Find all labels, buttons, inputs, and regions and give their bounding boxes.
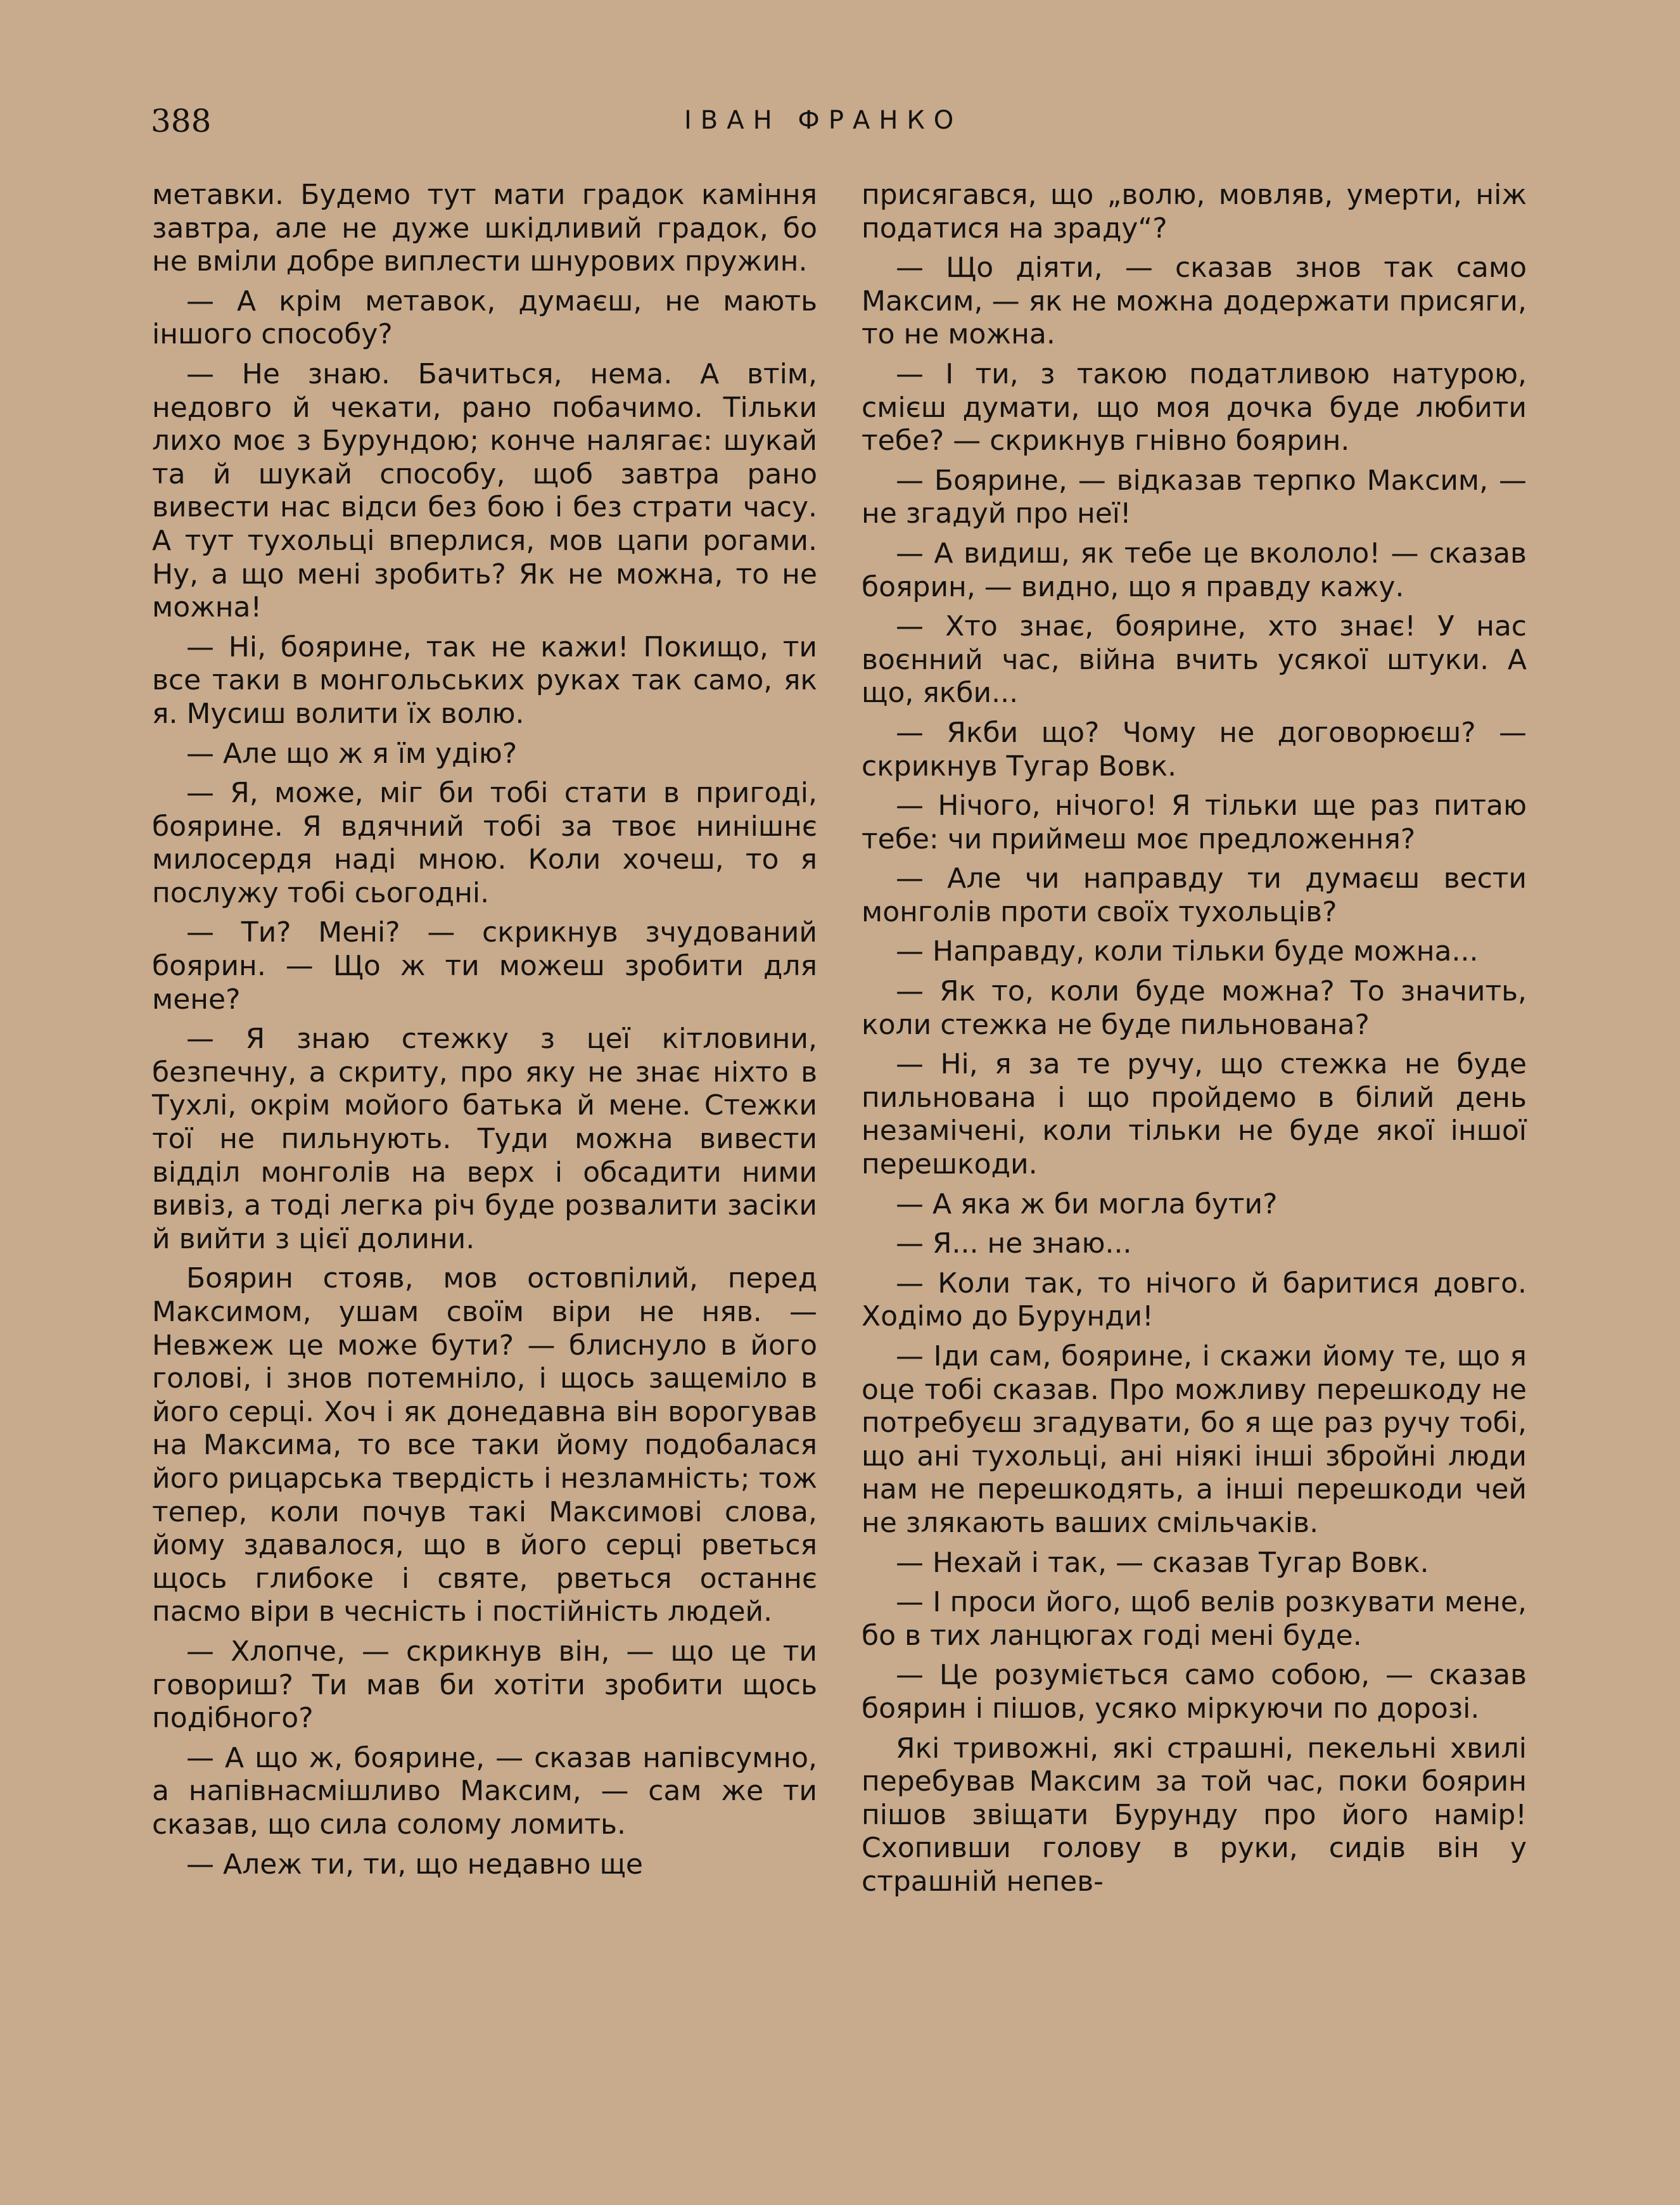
paragraph: — Як то, коли буде можна? То значить, коли стежка не буде пильнована?: [862, 975, 1527, 1041]
paragraph: — А видиш, як тебе це вкололо! — сказав боярин, — видно, що я правду кажу.: [862, 537, 1527, 603]
paragraph: — Алеж ти, ти, що недавно ще: [186, 1848, 643, 1881]
paragraph: — Не знаю. Бачиться, нема. А втім, недовго й чекати, рано побачимо. Тільки лихо моє з Бурундою; конче налягає: шукай та й шукай способу, щоб завтра рано вивести нас відси без бою і без страти часу. А тут тухольці вперлися, мов цапи рогами. Ну, а що мені зробить? Як не можна, то не можна!: [152, 357, 817, 624]
paragraph: — Коли так, то нічого й баритися довго. Ходімо до Бурунди!: [862, 1267, 1527, 1333]
paragraph: Боярин стояв, мов остовпілий, перед Максимом, ушам своїм віри не няв. — Невжеж це може бути? — блиснуло в його голові, і знов потемніло, і щось защеміло в його серці. Хоч і як донедавна він ворогував на Максима, то все таки йому подобалася його рицарська твердість і незламність; тож тепер, коли почув такі Максимові слова, йому здавалося, що в його серці рветься щось глибоке і святе, рветься останнє пасмо віри в чесність і постійність людей.: [152, 1262, 817, 1628]
page-number: 388: [151, 103, 212, 139]
paragraph: — Це розуміється само собою, — сказав боярин і пішов, усяко міркуючи по дорозі.: [862, 1659, 1527, 1725]
paragraph: — А яка ж би могла бути?: [896, 1187, 1278, 1220]
paragraph: — Іди сам, боярине, і скажи йому те, що я оце тобі сказав. Про можливу перешкоду не потребуєш згадувати, бо я ще раз ручу тобі, що ані тухольці, ані ніякі інші збройні люди нам не перешкодять, а інші перешкоди чей не злякають ваших смільчаків.: [862, 1340, 1527, 1539]
paragraph: — Якби що? Чому не договорюєш? — скрикнув Тугар Вовк.: [862, 716, 1527, 783]
paragraph: — А крім метавок, думаєш, не мають іншого способу?: [152, 284, 817, 351]
paragraph: — Нічого, нічого! Я тільки ще раз питаю тебе: чи приймеш моє предложення?: [862, 789, 1527, 855]
paragraph: — І ти, з такою податливою натурою, смієш думати, що моя дочка буде любити тебе? — скрикнув гнівно боярин.: [862, 357, 1527, 457]
paragraph: — Але чи направду ти думаєш вести монголів проти своїх тухольців?: [862, 862, 1527, 928]
paragraph: — Але що ж я їм удію?: [186, 737, 518, 770]
paragraph: — Я знаю стежку з цеї кітловини, безпечну, а скриту, про яку не знає ніхто в Тухлі, окрім мойого батька й мене. Стежки тої не пильнують. Туди можна вивести відділ монголів на верх і обсадити ними вивіз, а тоді легка річ буде розвалити засіки й вийти з цієї долини.: [152, 1023, 817, 1255]
paragraph: — А що ж, боярине, — сказав напівсумно, а напівнасмішливо Максим, — сам же ти сказав, що сила солому ломить.: [152, 1741, 817, 1841]
running-head: ІВАН ФРАНКО: [684, 106, 963, 135]
paragraph: — Хлопче, — скрикнув він, — що це ти говориш? Ти мав би хотіти зробити щось подібного?: [152, 1635, 817, 1735]
paragraph: присягався, що „волю, мовляв, умерти, ніж податися на зраду“?: [862, 179, 1527, 245]
paragraph: — Я, може, міг би тобі стати в пригоді, боярине. Я вдячний тобі за твоє нинішнє милосердя наді мною. Коли хочеш, то я послужу тобі сьогодні.: [152, 777, 817, 909]
paragraph: — Я... не знаю...: [896, 1227, 1132, 1260]
paragraph: Які тривожні, які страшні, пекельні хвилі перебував Максим за той час, поки боярин пішов звіщати Бурунду про його намір! Схопивши голову в руки, сидів він у страшній непев-: [862, 1732, 1527, 1898]
paragraph: — Направду, коли тільки буде можна...: [896, 935, 1479, 968]
left-column: [152, 179, 817, 1888]
right-column: [862, 179, 1527, 1905]
paragraph: — І проси його, щоб велів розкувати мене, бо в тих ланцюгах годі мені буде.: [862, 1586, 1527, 1652]
paragraph: — Хто знає, боярине, хто знає! У нас воєнний час, війна вчить усякої штуки. А що, якби...: [862, 610, 1527, 710]
paragraph: — Що діяти, — сказав знов так само Максим, — як не можна додержати присяги, то не можна.: [862, 252, 1527, 351]
paragraph: — Ні, я за те ручу, що стежка не буде пильнована і що пройдемо в білий день незамічені, коли тільки не буде якої іншої перешкоди.: [862, 1048, 1527, 1181]
paragraph: — Ти? Мені? — скрикнув зчудований боярин. — Що ж ти можеш зробити для мене?: [152, 916, 817, 1016]
paragraph: — Ні, боярине, так не кажи! Покищо, ти все таки в монгольських руках так само, як я. Мусиш волити їх волю.: [152, 630, 817, 730]
paragraph: метавки. Будемо тут мати градок каміння завтра, але не дуже шкідливий градок, бо не вміли добре виплести шнурових пружин.: [152, 179, 817, 278]
paragraph: — Боярине, — відказав терпко Максим, — не згадуй про неї!: [862, 464, 1527, 530]
paragraph: — Нехай і так, — сказав Тугар Вовк.: [896, 1546, 1429, 1579]
